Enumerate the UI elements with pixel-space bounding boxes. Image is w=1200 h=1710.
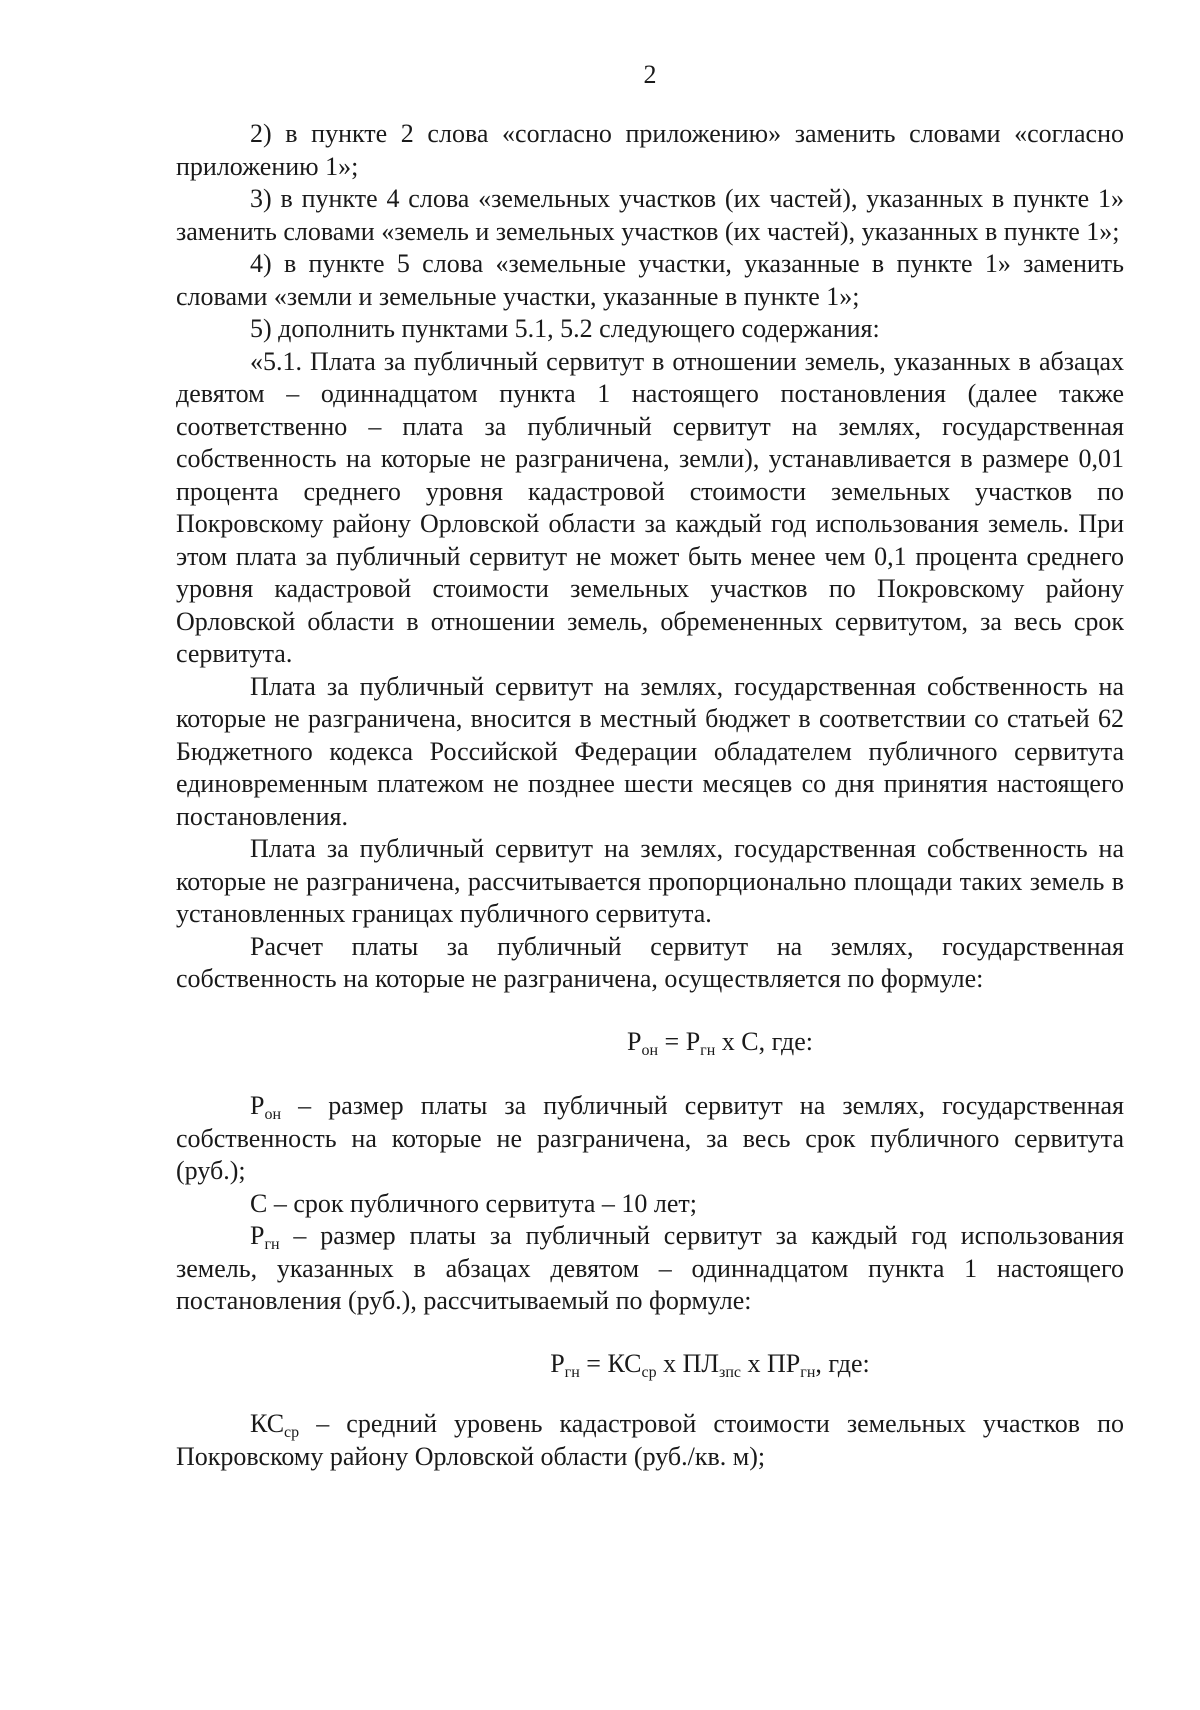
formula-symbol: КС — [607, 1348, 642, 1378]
definition-p-gn — [176, 1220, 1124, 1318]
formula-operator: х — [656, 1348, 683, 1378]
definition-ks-sr — [176, 1408, 1124, 1473]
definition-text: – размер платы за публичный сервитут за каждый год использования земель, указанных в абзацах девятом – одиннадцатом пункта 1 настоящего постановления (руб.), рассчитываемый по формуле: — [176, 1221, 1124, 1315]
page-number: 2 — [643, 60, 657, 89]
definition-c: С – срок публичного сервитута – 10 лет; — [250, 1188, 697, 1218]
formula-subscript: зпс — [719, 1363, 742, 1381]
paragraph-item-3: 3) в пункте 4 слова «земельных участков (их частей), указанных в пункте 1» заменить словами «земель и земельных участков (их частей), указанных в пункте 1»; — [176, 184, 1124, 246]
formula-subscript: ср — [284, 1424, 300, 1441]
formula-operator: = — [579, 1348, 608, 1378]
formula-symbol: Р — [250, 1221, 265, 1250]
formula-tail: , где: — [815, 1348, 870, 1378]
formula-symbol: ПР — [767, 1348, 801, 1378]
definition-text: – размер платы за публичный сервитут на землях, государственная собственность на которые не разграничена, за весь срок публичного сервитута (руб.); — [176, 1091, 1124, 1185]
definition-text: – средний уровень кадастровой стоимости земельных участков по Покровскому району Орловской области (руб./кв. м); — [176, 1409, 1124, 1471]
formula-symbol: Р — [250, 1091, 265, 1120]
formula-subscript: гн — [700, 1041, 716, 1059]
formula-operator: х — [741, 1348, 768, 1378]
formula-tail: х С, где: — [715, 1026, 813, 1056]
formula-subscript: он — [641, 1041, 659, 1059]
formula-total-payment — [316, 1026, 1124, 1059]
formula-subscript: гн — [564, 1363, 580, 1381]
formula-subscript: ср — [641, 1363, 657, 1381]
formula-subscript: он — [264, 1106, 282, 1123]
paragraph-item-4: 4) в пункте 5 слова «земельные участки, указанные в пункте 1» заменить словами «земли и земельные участки, указанные в пункте 1»; — [176, 249, 1124, 311]
document-body — [176, 118, 1124, 1473]
paragraph-5-1-intro: «5.1. Плата за публичный сервитут в отношении земель, указанных в абзацах девятом – одиннадцатом пункта 1 настоящего постановления (далее также соответственно – плата за публичный сервитут на землях, государственная собственность на которые не разграничена, земли), устанавливается в размере 0,01 процента среднего уровня кадастровой стоимости земельных участков по Покровскому району Орловской области за каждый год использования земель. При этом плата за публичный сервитут не может быть менее чем 0,1 процента среднего уровня кадастровой стоимости земельных участков по Покровскому району Орловской области в отношении земель, обремененных сервитутом, за весь срок сервитута. — [176, 346, 1124, 668]
formula-symbol: ПЛ — [682, 1348, 720, 1378]
paragraph-item-2: 2) в пункте 2 слова «согласно приложению» заменить словами «согласно приложению 1»; — [176, 119, 1124, 181]
paragraph-payment-proportional: Плата за публичный сервитут на землях, государственная собственность на которые не разграничена, рассчитывается пропорционально площади таких земель в установленных границах публичного сервитута. — [176, 834, 1124, 928]
paragraph-calculation-intro: Расчет платы за публичный сервитут на землях, государственная собственность на которые не разграничена, осуществляется по формуле: — [176, 931, 1124, 993]
definition-p-on — [176, 1090, 1124, 1188]
formula-symbol: КС — [250, 1409, 285, 1438]
formula-subscript: гн — [800, 1363, 816, 1381]
formula-operator: = — [658, 1026, 686, 1056]
formula-annual-payment — [296, 1348, 1124, 1381]
formula-symbol: Р — [685, 1026, 701, 1056]
formula-subscript: гн — [264, 1236, 280, 1253]
paragraph-payment-deposit: Плата за публичный сервитут на землях, государственная собственность на которые не разграничена, вносится в местный бюджет в соответствии со статьей 62 Бюджетного кодекса Российской Федерации обладателем публичного сервитута единовременным платежом не позднее шести месяцев со дня принятия настоящего постановления. — [176, 671, 1124, 831]
formula-symbol: Р — [550, 1348, 565, 1378]
paragraph-item-5: 5) дополнить пунктами 5.1, 5.2 следующего содержания: — [250, 314, 880, 343]
formula-symbol: Р — [627, 1026, 642, 1056]
